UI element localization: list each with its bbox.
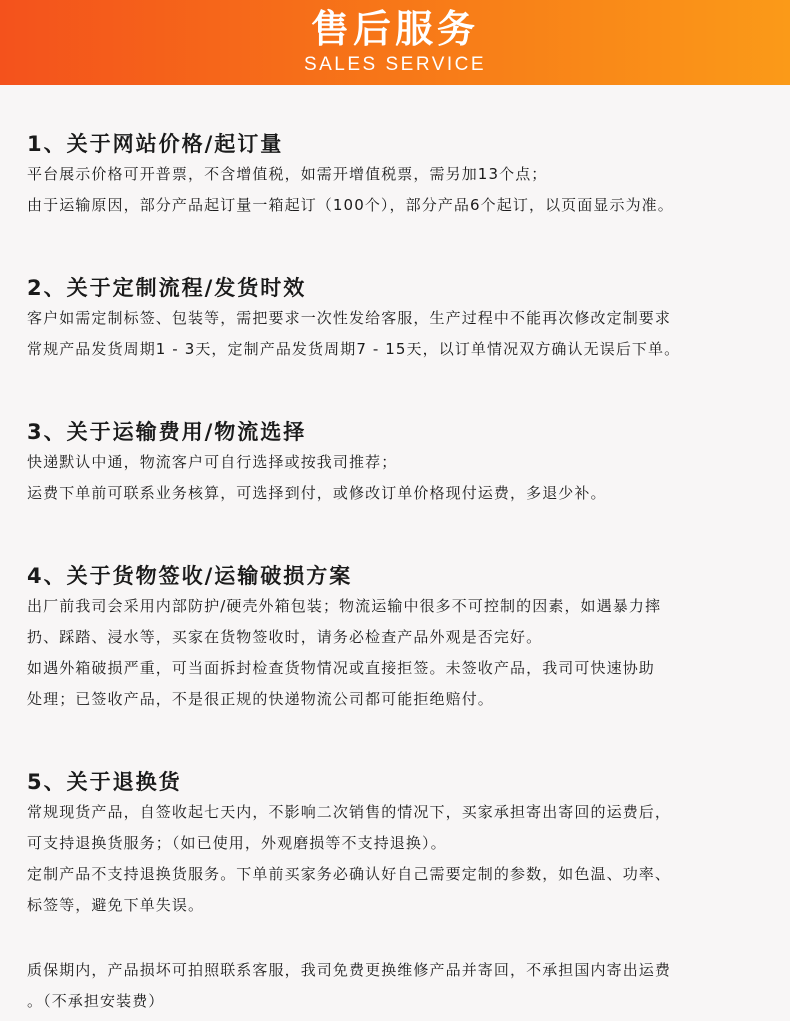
warranty-line: 质保期内，产品损坏可拍照联系客服，我司免费更换维修产品并寄回，不承担国内寄出运费 [27, 961, 672, 979]
section-freight-logistics [27, 365, 790, 509]
section-heading: 3、关于运输费用/物流选择 [27, 420, 307, 444]
section-line: 扔、踩踏、浸水等，买家在货物签收时，请务必检查产品外观是否完好。 [27, 628, 543, 646]
section-returns [27, 715, 790, 1017]
section-heading: 5、关于退换货 [27, 770, 182, 794]
section-receipt-damage [27, 509, 790, 715]
section-line: 标签等，避免下单失误。 [27, 896, 205, 914]
section-line: 可支持退换货服务；（如已使用，外观磨损等不支持退换）。 [27, 834, 447, 852]
section-custom-shipping [27, 221, 790, 365]
section-line: 客户如需定制标签、包装等，需把要求一次性发给客服，生产过程中不能再次修改定制要求 [27, 309, 672, 327]
section-line: 常规产品发货周期1 - 3天，定制产品发货周期7 - 15天，以订单情况双方确认无误后下单。 [27, 340, 681, 358]
section-line: 处理；已签收产品，不是很正规的快递物流公司都可能拒绝赔付。 [27, 690, 494, 708]
section-price-moq [27, 85, 790, 221]
section-line: 快递默认中通，物流客户可自行选择或按我司推荐； [27, 453, 398, 471]
section-heading: 4、关于货物签收/运输破损方案 [27, 564, 353, 588]
banner-title: 售后服务 [310, 7, 479, 51]
section-line: 平台展示价格可开普票，不含增值税，如需开增值税票，需另加13个点； [27, 165, 548, 183]
banner-subtitle: SALES SERVICE [303, 54, 487, 75]
section-line: 出厂前我司会采用内部防护/硬壳外箱包装；物流运输中很多不可控制的因素，如遇暴力摔 [27, 597, 662, 615]
section-line: 定制产品不支持退换货服务。下单前买家务必确认好自己需要定制的参数，如色温、功率、 [27, 865, 672, 883]
header-banner [0, 0, 790, 85]
section-line: 由于运输原因，部分产品起订量一箱起订（100个），部分产品6个起订，以页面显示为准。 [27, 196, 674, 214]
section-heading: 1、关于网站价格/起订量 [27, 132, 284, 156]
section-line: 如遇外箱破损严重，可当面拆封检查货物情况或直接拒签。未签收产品，我司可快速协助 [27, 659, 655, 677]
section-line: 常规现货产品，自签收起七天内，不影响二次销售的情况下，买家承担寄出寄回的运费后， [27, 803, 672, 821]
section-heading: 2、关于定制流程/发货时效 [27, 276, 307, 300]
warranty-line: 。（不承担安装费） [27, 992, 165, 1010]
service-content [0, 85, 790, 1017]
section-line: 运费下单前可联系业务核算，可选择到付，或修改订单价格现付运费，多退少补。 [27, 484, 607, 502]
spacer [27, 921, 790, 955]
